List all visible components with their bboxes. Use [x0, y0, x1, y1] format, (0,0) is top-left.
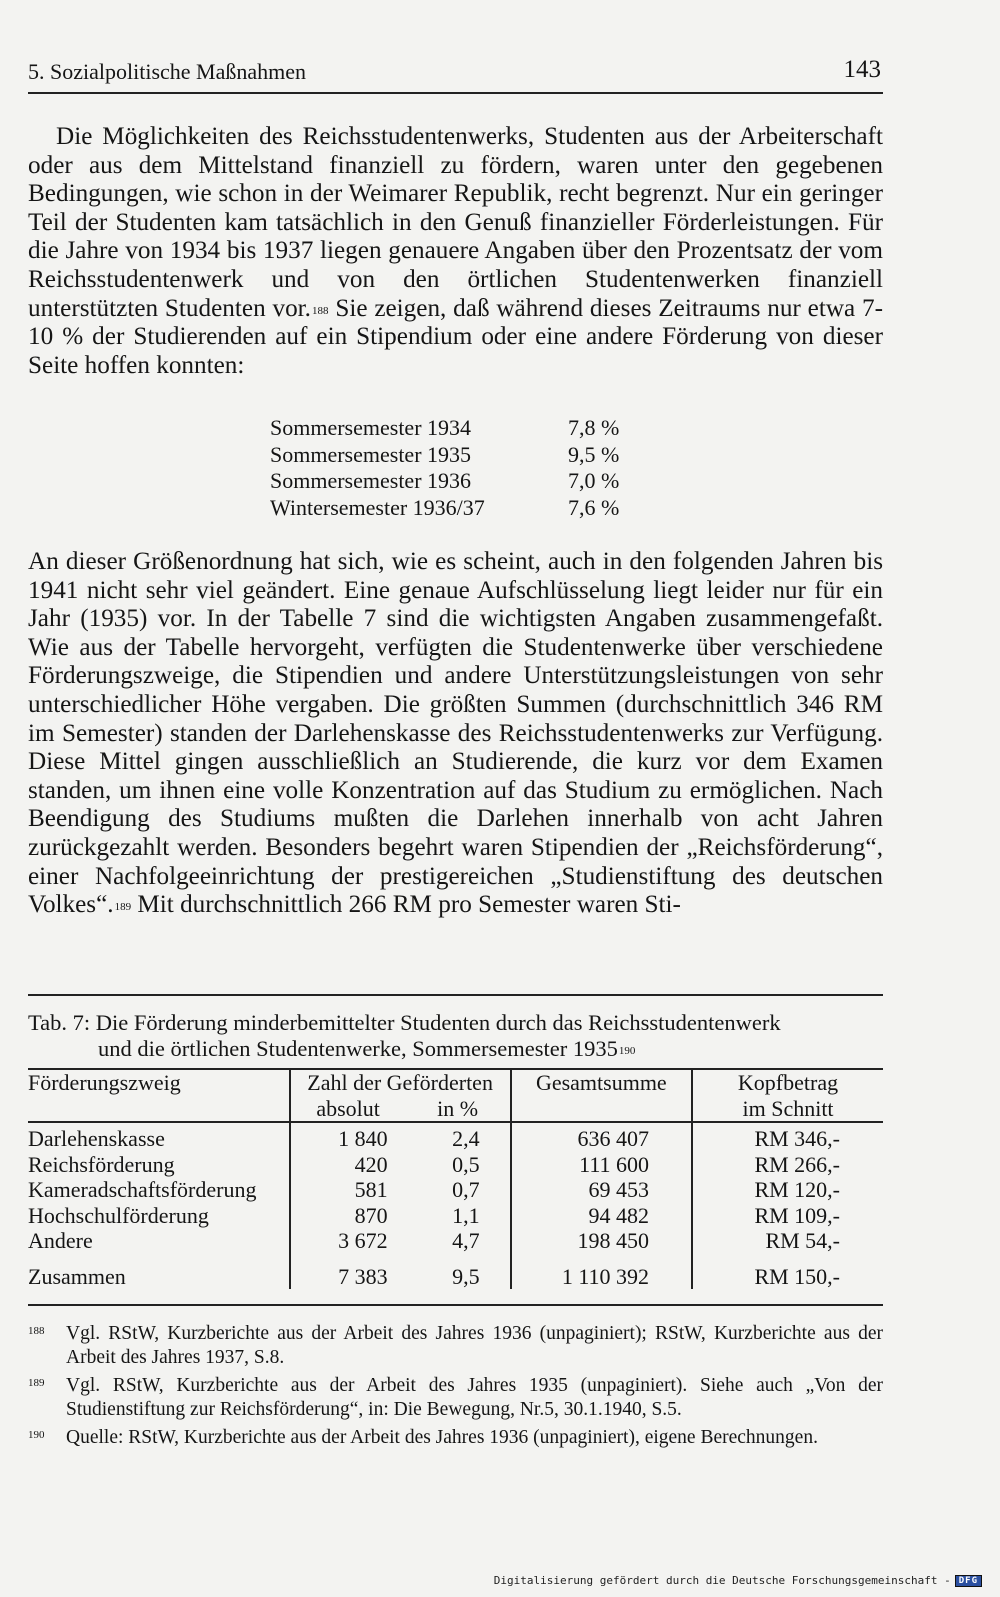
semester-pct: 7,6 %: [568, 494, 620, 520]
footnotes: [28, 1322, 883, 1454]
table-top-rule: [28, 994, 883, 996]
table-row: [28, 1177, 883, 1203]
paragraph-1-text: Die Möglichkeiten des Reichsstudentenwerks, Studenten aus der Arbeiterschaft oder aus dem Mittelstand finanziell zu fördern, waren unter den gegebenen Bedingungen, wie schon in der Weimarer Republik, recht begrenzt. Nur ein geringer Teil der Studenten kam tatsächlich in den Genuß finanzieller Förderleistungen. Für die Jahre von 1934 bis 1937 liegen genauere Angaben über den Prozentsatz der vom Reichsstudentenwerk und von den örtlichen Studentenwerken finanziell unterstützten Studenten vor.: [28, 123, 883, 322]
header-zahl-subcols: [291, 1096, 510, 1122]
row-absolut: 870: [290, 1203, 406, 1229]
table-caption-line-1: Tab. 7: Die Förderung minderbemittelter Studenten durch das Reichsstudentenwerk: [28, 1010, 781, 1035]
paragraph-2-continued: Mit durchschnittlich 266 RM pro Semester waren Sti-: [131, 891, 681, 919]
footnote-text: Vgl. RStW, Kurzberichte aus der Arbeit des Jahres 1935 (unpaginiert). Siehe auch „Von der Studienstiftung zur Reichsförderung“, in: Die Bewegung, Nr.5, 30.1.1940, S.5.: [66, 1375, 883, 1420]
total-name: Zusammen: [28, 1263, 126, 1289]
semester-row: [270, 442, 670, 469]
row-percent: 0,5: [452, 1151, 480, 1177]
footnote-188: [28, 1322, 883, 1370]
row-sum: 94 482: [511, 1203, 692, 1229]
row-absolut: 581: [290, 1177, 406, 1203]
row-sum: 111 600: [511, 1152, 692, 1178]
table-row: [28, 1152, 883, 1178]
footnote-number: 188: [28, 1325, 45, 1337]
table-total-row: [28, 1254, 883, 1290]
footnote-190: [28, 1426, 883, 1450]
row-head-amount: RM 120,-: [692, 1177, 883, 1203]
semester-row: [270, 495, 670, 522]
row-absolut: 420: [290, 1152, 406, 1178]
footnote-ref-189: 189: [114, 901, 132, 914]
table-row: [28, 1126, 883, 1152]
total-head-amount: RM 150,-: [692, 1254, 883, 1290]
row-sum: 198 450: [511, 1228, 692, 1254]
header-absolut: absolut: [316, 1095, 380, 1121]
semester-pct: 9,5 %: [568, 441, 620, 467]
table-row: [28, 1228, 883, 1254]
footnote-ref-188: 188: [311, 304, 329, 317]
row-percent: 0,7: [452, 1177, 480, 1202]
header-im-schnitt: im Schnitt: [742, 1095, 834, 1121]
row-sum: 69 453: [511, 1177, 692, 1203]
footnote-number: 189: [28, 1377, 45, 1389]
support-table: [28, 1068, 883, 1289]
semester-term: Sommersemester 1934: [270, 415, 472, 440]
footnote-text: Quelle: RStW, Kurzberichte aus der Arbeit des Jahres 1936 (unpaginiert), eigene Berechnungen.: [66, 1427, 818, 1448]
footnote-text: Vgl. RStW, Kurzberichte aus der Arbeit des Jahres 1936 (unpaginiert); RStW, Kurzberichte aus der Arbeit des Jahres 1937, S.8.: [66, 1323, 883, 1368]
table-row: [28, 1203, 883, 1229]
row-percent: 1,1: [452, 1202, 480, 1228]
semester-percentage-list: [270, 415, 670, 521]
total-percent: 9,5: [452, 1263, 480, 1289]
footnote-ref-190: 190: [618, 1045, 636, 1057]
semester-row: [270, 415, 670, 442]
row-name: Hochschulförderung: [28, 1202, 209, 1228]
row-name: Reichsförderung: [28, 1151, 175, 1177]
row-sum: 636 407: [511, 1126, 692, 1152]
paragraph-2-text: An dieser Größenordnung hat sich, wie es scheint, auch in den folgenden Jahren bis 1941 nicht sehr viel geändert. Eine genaue Aufschlüsselung liegt leider nur für ein Jahr (1935) vor. In der Tabelle 7 sind die wichtigsten Angaben zusammengefaßt. Wie aus der Tabelle hervorgeht, verfügten die Studentenwerke über verschiedene Förderungszweige, die Stipendien und andere Unterstützungsleistungen von sehr unterschiedlicher Höhe vergaben. Die größten Summen (durchschnittlich 346 RM im Semester) standen der Darlehenskasse des Reichsstudentenwerks zur Verfügung. Diese Mittel gingen ausschließlich an Studierende, die kurz vor dem Examen standen, um ihnen eine volle Konzentration auf das Studium zu ermöglichen. Nach Beendigung des Studiums mußten die Darlehen innerhalb von acht Jahren zurückgezahlt werden. Besonders begehrt waren Stipendien der „Reichsförderung“, einer Nachfolgeeinrichtung der prestigereichen „Studienstiftung des deutschen Volkes“.: [28, 548, 883, 919]
row-head-amount: RM 109,-: [692, 1203, 883, 1229]
digitization-credit: [494, 1574, 982, 1587]
paragraph-1-continued: Sie zeigen, daß während dieses Zeitraums nur etwa 7-10 % der Studierenden auf ein Stipendium oder eine andere Förderung von dieser Seite hoffen konnten:: [28, 294, 883, 379]
row-head-amount: RM 54,-: [692, 1228, 883, 1254]
header-zahl-gefoerderten: [290, 1069, 511, 1122]
row-name: Darlehenskasse: [28, 1126, 165, 1151]
dfg-logo: DFG: [955, 1575, 982, 1587]
total-sum: 1 110 392: [511, 1254, 692, 1290]
semester-term: Wintersemester 1936/37: [270, 494, 485, 520]
body-paragraph-1: [28, 123, 883, 380]
header-zahl-label: Zahl der Geförderten: [307, 1070, 493, 1095]
row-name: Kameradschaftsförderung: [28, 1177, 257, 1202]
body-paragraph-2: [28, 548, 883, 920]
footnote-number: 190: [28, 1429, 45, 1441]
row-head-amount: RM 266,-: [692, 1152, 883, 1178]
row-absolut: 3 672: [290, 1228, 406, 1254]
header-foerderungszweig: Förderungszweig: [28, 1069, 290, 1122]
table-caption-line-2-text: und die örtlichen Studentenwerke, Sommersemester 1935: [98, 1036, 618, 1061]
running-header: [28, 54, 883, 94]
table-caption-line-2: [28, 1036, 883, 1062]
credit-text: Digitalisierung gefördert durch die Deutsche Forschungsgemeinschaft -: [493, 1574, 951, 1587]
row-head-amount: RM 346,-: [692, 1126, 883, 1152]
semester-pct: 7,8 %: [568, 415, 620, 440]
row-absolut: 1 840: [290, 1126, 406, 1152]
table-bottom-rule: [28, 1304, 883, 1306]
semester-pct: 7,0 %: [568, 468, 620, 493]
header-gesamtsumme: Gesamtsumme: [511, 1069, 692, 1122]
header-kopfbetrag: [692, 1069, 883, 1122]
row-name: Andere: [28, 1228, 93, 1253]
semester-term: Sommersemester 1935: [270, 441, 472, 467]
semester-term: Sommersemester 1936: [270, 468, 472, 493]
header-in-prozent: in %: [437, 1095, 479, 1121]
semester-row: [270, 468, 670, 495]
row-percent: 4,7: [452, 1228, 480, 1253]
table-header-row: [28, 1069, 883, 1122]
footnote-189: [28, 1374, 883, 1422]
chapter-title: 5. Sozialpolitische Maßnahmen: [28, 59, 306, 84]
page-number: 143: [843, 56, 881, 83]
table-caption: [28, 1010, 883, 1062]
row-percent: 2,4: [452, 1126, 480, 1151]
header-kopfbetrag-label: Kopfbetrag: [737, 1070, 839, 1095]
total-absolut: 7 383: [290, 1254, 406, 1290]
